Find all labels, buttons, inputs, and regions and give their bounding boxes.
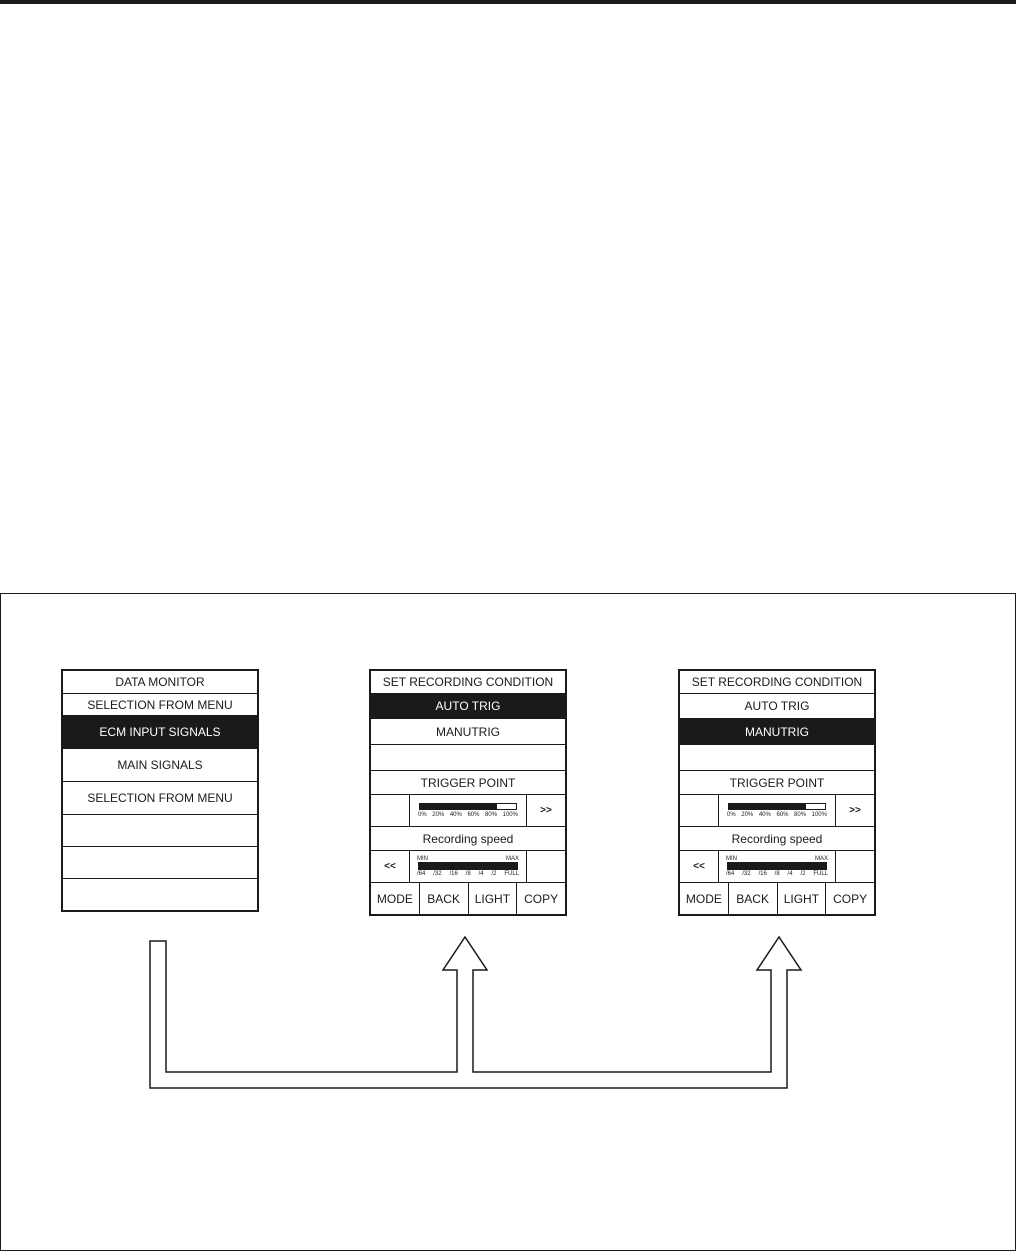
speed-tick: /2 (491, 871, 497, 877)
tick-label: 100% (811, 812, 827, 818)
speed-tick: /64 (726, 871, 735, 877)
speed-tick: /16 (758, 871, 767, 877)
next-button[interactable]: >> (835, 795, 874, 826)
light-button[interactable]: LIGHT (777, 883, 826, 914)
menu-item-ecm-input-signals[interactable]: ECM INPUT SIGNALS (63, 715, 257, 748)
speed-tick: FULL (813, 871, 828, 877)
max-label: MAX (505, 856, 519, 862)
tick-label: 40% (449, 812, 462, 818)
speed-tick: /4 (478, 871, 484, 877)
speed-tick: /4 (787, 871, 793, 877)
speed-tick: /32 (433, 871, 442, 877)
mode-button[interactable]: MODE (376, 891, 413, 906)
menu-item-selection-from-menu-2[interactable]: SELECTION FROM MENU (63, 781, 257, 814)
auto-trig-item[interactable]: AUTO TRIG (371, 693, 565, 718)
speed-tick: /16 (449, 871, 458, 877)
tick-label: 40% (758, 812, 771, 818)
manu-trig-item[interactable]: MANUTRIG (371, 718, 565, 744)
back-button[interactable]: BACK (419, 883, 468, 914)
screen-title: DATA MONITOR (115, 675, 205, 689)
copy-button[interactable]: COPY (825, 883, 874, 914)
speed-tick: /8 (465, 871, 471, 877)
speed-tick: /8 (774, 871, 780, 877)
prev-button[interactable]: << (384, 861, 396, 872)
min-label: MIN (417, 856, 428, 862)
arrow-monitor-to-auto-trig (150, 937, 801, 1088)
trigger-point-label: TRIGGER POINT (680, 770, 874, 794)
recording-speed-label: Recording speed (371, 826, 565, 850)
speed-tick: /32 (742, 871, 751, 877)
tick-label: 60% (467, 812, 480, 818)
tick-label: 20% (741, 812, 754, 818)
copy-button[interactable]: COPY (516, 883, 565, 914)
tick-label: 80% (485, 812, 498, 818)
trigger-point-label: TRIGGER POINT (371, 770, 565, 794)
light-button[interactable]: LIGHT (468, 883, 517, 914)
speed-tick: /64 (417, 871, 426, 877)
menu-item-main-signals[interactable]: MAIN SIGNALS (63, 748, 257, 781)
auto-trig-item[interactable]: AUTO TRIG (680, 693, 874, 718)
prev-button[interactable]: << (693, 861, 705, 872)
tick-label: 20% (432, 812, 445, 818)
next-button[interactable]: >> (526, 795, 565, 826)
min-label: MIN (726, 856, 737, 862)
menu-item-selection-from-menu[interactable]: SELECTION FROM MENU (63, 693, 257, 715)
speed-tick: FULL (504, 871, 519, 877)
back-button[interactable]: BACK (728, 883, 777, 914)
tick-label: 60% (776, 812, 789, 818)
recording-speed-label: Recording speed (680, 826, 874, 850)
tick-label: 80% (794, 812, 807, 818)
manu-trig-item[interactable]: MANUTRIG (680, 718, 874, 744)
mode-button[interactable]: MODE (685, 891, 722, 906)
speed-tick: /2 (800, 871, 806, 877)
tick-label: 0% (418, 812, 427, 818)
tick-label: 0% (727, 812, 736, 818)
tick-label: 100% (502, 812, 518, 818)
screen-title: SET RECORDING CONDITION (691, 675, 863, 689)
max-label: MAX (814, 856, 828, 862)
screen-title: SET RECORDING CONDITION (382, 675, 554, 689)
